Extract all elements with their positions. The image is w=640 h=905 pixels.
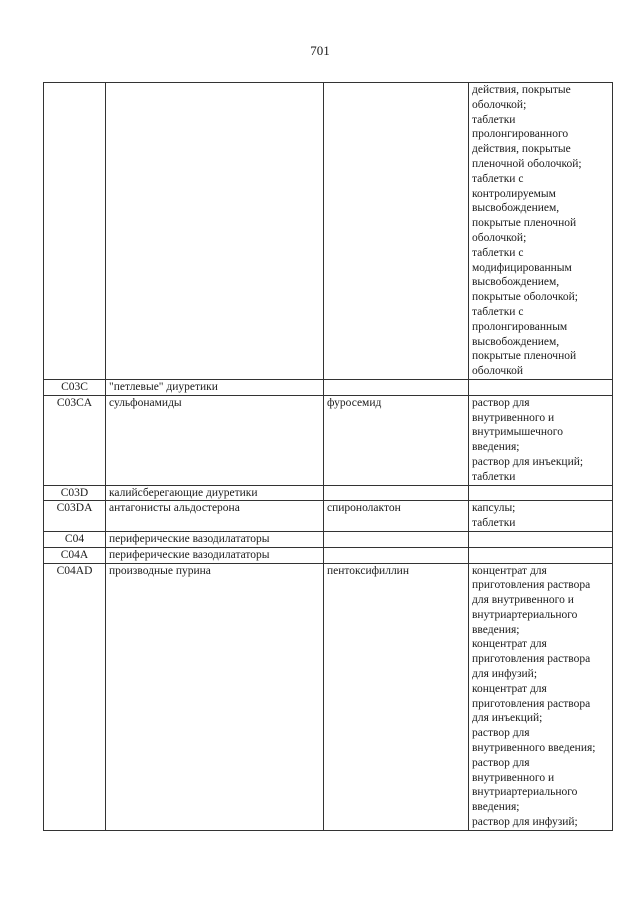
table-row [44, 547, 613, 563]
dosage-form-line: оболочкой; [472, 98, 527, 111]
table-body [44, 83, 613, 831]
dosage-form-line: введения; [472, 623, 520, 636]
dosage-form-line: внутривенного введения; [472, 742, 596, 755]
dosage-form-line: внутримышечного [472, 426, 563, 439]
page-number: 701 [310, 43, 330, 58]
dosage-form-line: таблетки с [472, 172, 524, 185]
drug-name-cell: спиронолактон [324, 501, 469, 532]
medication-table [43, 82, 613, 831]
dosage-form-line: раствор для [472, 756, 530, 769]
atc-group-cell: сульфонамиды [106, 395, 324, 485]
atc-group-cell: "петлевые" диуретики [106, 379, 324, 395]
dosage-form-line: внутривенного и [472, 771, 555, 784]
atc-group-cell [106, 83, 324, 380]
dosage-form-line: высвобождением, [472, 276, 560, 289]
dosage-form-line: введения; [472, 441, 520, 454]
atc-code-cell: C03C [44, 379, 106, 395]
dosage-form-line: раствор для [472, 396, 530, 409]
atc-code-cell: C04 [44, 531, 106, 547]
drug-name-cell: фуросемид [324, 395, 469, 485]
dosage-form-line: введения; [472, 801, 520, 814]
dosage-form-line: оболочкой [472, 365, 524, 378]
dosage-forms-cell [469, 531, 613, 547]
dosage-form-line: раствор для инфузий; [472, 816, 578, 829]
drug-name-cell [324, 485, 469, 501]
dosage-form-line: капсулы; [472, 502, 516, 515]
table-row [44, 485, 613, 501]
dosage-form-line: контролируемым [472, 187, 556, 200]
dosage-form-line: внутриартериального [472, 786, 578, 799]
dosage-form-line: для инфузий; [472, 668, 538, 681]
dosage-form-line: приготовления раствора [472, 579, 591, 592]
dosage-form-line: внутриартериального [472, 608, 578, 621]
dosage-forms-cell [469, 501, 613, 532]
dosage-forms-cell [469, 395, 613, 485]
drug-name-cell [324, 547, 469, 563]
table-row [44, 395, 613, 485]
dosage-form-line: приготовления раствора [472, 697, 591, 710]
atc-code-cell: C04AD [44, 563, 106, 830]
dosage-form-line: высвобождением, [472, 202, 560, 215]
dosage-form-line: пролонгированного [472, 128, 569, 141]
dosage-form-line: таблетки [472, 517, 516, 530]
table-row [44, 531, 613, 547]
drug-name-cell [324, 83, 469, 380]
table-row [44, 501, 613, 532]
dosage-form-line: пленочной оболочкой; [472, 157, 582, 170]
dosage-form-line: высвобождением, [472, 335, 560, 348]
atc-code-cell: C04A [44, 547, 106, 563]
drug-name-cell [324, 531, 469, 547]
dosage-form-line: покрытые пленочной [472, 350, 577, 363]
dosage-forms-cell [469, 83, 613, 380]
dosage-forms-cell [469, 547, 613, 563]
atc-group-cell: производные пурина [106, 563, 324, 830]
dosage-form-line: покрытые пленочной [472, 217, 577, 230]
table-row [44, 563, 613, 830]
drug-name-cell: пентоксифиллин [324, 563, 469, 830]
dosage-form-line: таблетки [472, 113, 516, 126]
dosage-form-line: таблетки с [472, 246, 524, 259]
dosage-forms-cell [469, 379, 613, 395]
dosage-forms-cell [469, 563, 613, 830]
dosage-form-line: оболочкой; [472, 231, 527, 244]
dosage-form-line: раствор для [472, 727, 530, 740]
drug-name-cell [324, 379, 469, 395]
dosage-form-line: раствор для инъекций; [472, 455, 584, 468]
dosage-form-line: действия, покрытые [472, 143, 571, 156]
atc-group-cell: калийсберегающие диуретики [106, 485, 324, 501]
dosage-form-line: для внутривенного и [472, 594, 574, 607]
dosage-form-line: модифицированным [472, 261, 572, 274]
dosage-form-line: концентрат для [472, 638, 547, 651]
table-row [44, 83, 613, 380]
dosage-form-line: покрытые оболочкой; [472, 291, 578, 304]
atc-code-cell [44, 83, 106, 380]
atc-group-cell: периферические вазодилататоры [106, 531, 324, 547]
atc-code-cell: C03CA [44, 395, 106, 485]
dosage-form-line: концентрат для [472, 564, 547, 577]
dosage-form-line: действия, покрытые [472, 84, 571, 96]
atc-code-cell: C03D [44, 485, 106, 501]
dosage-form-line: пролонгированным [472, 320, 568, 333]
dosage-form-line: таблетки с [472, 305, 524, 318]
dosage-form-line: приготовления раствора [472, 653, 591, 666]
atc-code-cell: C03DA [44, 501, 106, 532]
dosage-forms-cell [469, 485, 613, 501]
table-row [44, 379, 613, 395]
dosage-form-line: концентрат для [472, 682, 547, 695]
dosage-form-line: внутривенного и [472, 411, 555, 424]
dosage-form-line: для инъекций; [472, 712, 543, 725]
atc-group-cell: периферические вазодилататоры [106, 547, 324, 563]
atc-group-cell: антагонисты альдостерона [106, 501, 324, 532]
dosage-form-line: таблетки [472, 470, 516, 483]
